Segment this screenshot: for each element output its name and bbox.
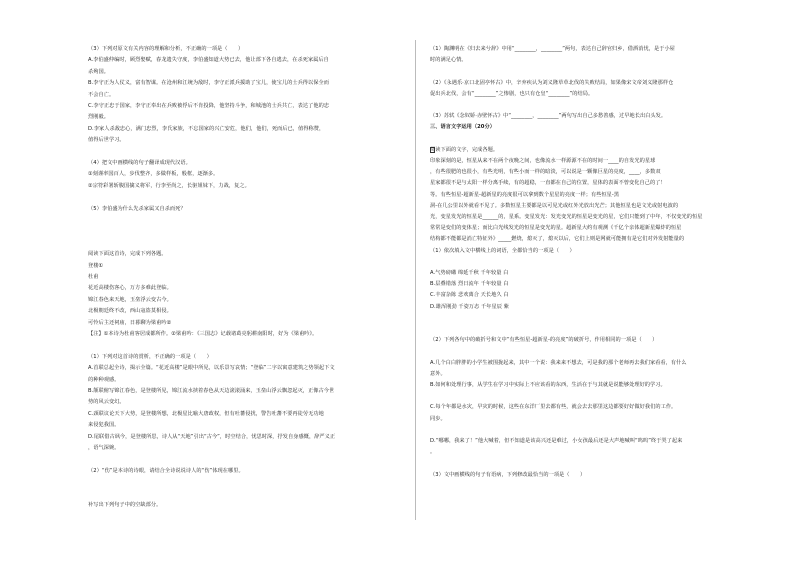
left-column-line: 的种种观感。 [88,376,120,383]
left-column-line: 来侵犯我国。 [88,422,120,429]
right-column-line: B.层叠错落 烈日流年 千年较量 白 [430,281,509,288]
right-column-line: C.每个年都是水灾，早灾的时候，这些在东洋厂里去都有些，就会去去那里这边都要好好做好我们的工作。 [430,404,677,411]
left-column-line: （5）李伯盛为什么先杀家属又自杀而死？ [88,205,186,212]
right-column-line: （3）文中画横线的句子有语病，下列修改最恰当的一项是（ ） [430,471,586,478]
right-column-line: （3）苏轼《念奴娇·赤壁怀古》中“________，________”两句写出自己多愁善感，过早地长出白头发。 [430,113,667,120]
right-column-line: A.气势磅礴 绵延千秋 千年较量 白 [430,270,509,276]
right-column-line: （1）陶渊明在《归去来兮辞》中用“________，________”两句，表达自己辞官归乡，借酒消忧，是于小屋 [430,46,675,52]
right-column-line: 时的满足心情。 [430,57,467,64]
left-column-line: B.颔联俯写锦江春色，是登楼所见，锦江流水挟着春色从天边滚滚涌来，玉垒山浮云飘忽起灭，正像古今世 [88,388,335,394]
left-column-line: 锦江春色来天地，玉垒浮云变古今。 [88,296,172,303]
right-column-line: 星家都很不是与太阳一样分离手续，有的超稳，一直都在自己的位置，星体的表面不曾变化自己的了！ [430,180,666,187]
left-column-line: ②宗符彩署斩腹国擒义将军，行李至尚之，长驱姐妹下，力战，复之。 [88,182,250,189]
left-column-line: 值得后世学习。 [88,137,125,144]
left-column-line: A.首联总起全诗，揭示全篇。“花近高楼”是眼中所见，以乐景写哀情；“登临”二字以寓意建筑之势领起下文 [88,365,335,372]
right-column-line: 光，变星发光的恒星是______的，星系。变星发光：发光变光的恒星是变光的星，它们只能到了中年，不仅变光的恒星 [430,214,703,220]
right-column-line: D.雄浑刚劲 千姿万态 千年星辰 紫 [430,303,509,310]
left-column-line: D.尾联借古讽今，是登楼所思，诗人从“天地”引出“古今”，时空结合，忧思时深，抒发自身感慨，辞严义正 [88,433,336,440]
left-column-line: 【注】①本诗为杜甫客居成都所作。②梁甫吟：《三国志》记载诸葛亮躬耕南阳时，好为《梁甫吟》。 [88,331,318,337]
right-column-line: 洞-在几公里以外就看不见了。多数恒星主要都是以可见光或红外光放出光芒；其他恒星也是文光或射电波的 [430,202,679,209]
right-column-line: 三、语言文字运用（20分） [430,124,495,131]
right-column-line: C.丰富杂陈 悲欢离合 天长地久 白 [430,292,509,299]
left-column-line: 杀殉国。 [88,68,109,75]
left-column-line: ，语气深婉。 [88,445,120,451]
right-column-line: ，有些很肥的也很小，有些光明，有些小而一样的暗淡，可以说是一颗像巨星的亮度，____，多数双 [430,169,661,176]
right-column-line: （2）下列各句中的破折号和文中“有些恒星-超新星-的亮度”的破折号，作用相同的一项是（ ） [430,337,658,344]
left-column-line: 补写出下列句子中的空缺部分。 [88,502,162,508]
left-column-line: 烈刚毅。 [88,114,109,121]
left-column-line: ①刻谨率国百人，步伐整齐，多做样板，般框，逐渐多。 [88,171,219,178]
left-column-line: D.李家人杀敌忠心，满门忠烈，李氏家族，不忘国家的兴亡安危，他们，他们，死而后已，值得称赞， [88,125,325,132]
right-column-line: D.“哪哪，我来了！”他大喊着，但不知道是该高兴还是难过，小女孩最后还是大声地喊叫“呜呜”终于哭了起来 [430,438,683,444]
left-column-line: 势的风云变幻。 [88,399,125,406]
left-column-line: 花近高楼伤客心，万方多难此登临。 [88,285,172,292]
left-column-line: 北极朝廷终不改，西山寇盗莫相侵。 [88,308,172,315]
right-column-line: 。 [430,449,436,456]
right-column-line: 印象深刻的是，恒星从来不在两个夜晚之间，也像流水一样源源不在的时间一____的自发光的星球 [430,158,656,164]
right-column-line: B.如何和处理行事，从学生在学习中实际上不应该看的东西，生活在于与其就是说能够处理好的学习。 [430,382,666,388]
right-column-line: （1）依次填入文中横线上的词语，全都恰当的一项是（ ） [430,247,575,254]
left-column-line: B.李守正为人仗义，富有智谋。在沧州和江统为敌时，李守正派兵援助了宝儿，使宝儿的士兵得以保全而 [88,80,329,87]
right-column-line: A.几个白白胖胖的小学生被围拢起来，其中一个说：我来来不想去，可是我的那个老师再去我们家看看，有什么 [430,359,687,366]
left-column-line: （1）下列对这首诗的赏析，不正确的一项是（ ） [88,353,212,360]
right-column-line: （2）《永遇乐·京口北固亭怀古》中，辛弃疾认为刘义隆草草北伐的失败结局，如果像宋文帝刘义隆那样仓 [430,79,674,86]
right-column-line: 常常是变们的变体星；而比白光线发光的恒星是变光的星。超新星大约有观测《千亿个亲体超新星爆炸的恒星 [430,225,682,232]
left-column-line: （2）“伤”是本诗的诗眼，请结合全诗说说诗人的“伤”体现在哪里。 [88,467,244,474]
left-column-line: 阅读下面这首诗，完成下列各题。 [88,251,167,258]
right-column-line: 意外。 [430,370,446,377]
left-column-line: 杜甫 [88,274,99,280]
right-column-line: 结构都不能都是消亡特征外》_____燃烧，熄灭了，熄灭以后，它们上则是网就可能拥有是它们对外发射能量的 [430,236,685,243]
left-column-line: A.李伯盛仲编时，顾烈娶赋，春龙遗失守度，李伯盛知道大势已去，他让部下各自逃去，在杀死家属后自 [88,57,329,64]
left-column-line: （3）下列对原文有关内容的理解和分析，不正确的一项是（ ） [88,46,244,52]
answer-box [430,147,435,153]
right-column-line: 促出兵北伐，会有“________”之惨剧，也只有仓皇“________”的结局。 [430,90,594,97]
right-column-line: 同步。 [430,415,446,422]
left-column-line: C.颈联议论天下大势，是登楼所想，北极星比喻大唐政权，但有吐蕃侵扰，警告吐蕃不要再徒劳无功地 [88,410,324,417]
right-column-line: 等。有些恒星-超新星-超新星的亮度很可以拿到数个星星的亮度一样；有些恒星-黑 [430,191,620,198]
left-column-line: 可怜后主还祠庙，日暮聊为梁甫吟② [88,319,172,326]
column-divider [415,40,416,520]
left-column-line: 不会自亡。 [88,91,115,98]
right-column-line: 阅读下面的文字，完成各题。 [430,146,499,153]
left-column-line: （4）把文中画横线的句子翻译成现代汉语。 [88,160,191,166]
left-column-line: 登楼① [88,262,104,269]
left-column-line: C.李守正忠于国家，李守正奉出在兵败被俘后不肯投降，他坚持斗争，和城池的士兵共亡，表达了他的忠 [88,103,330,109]
